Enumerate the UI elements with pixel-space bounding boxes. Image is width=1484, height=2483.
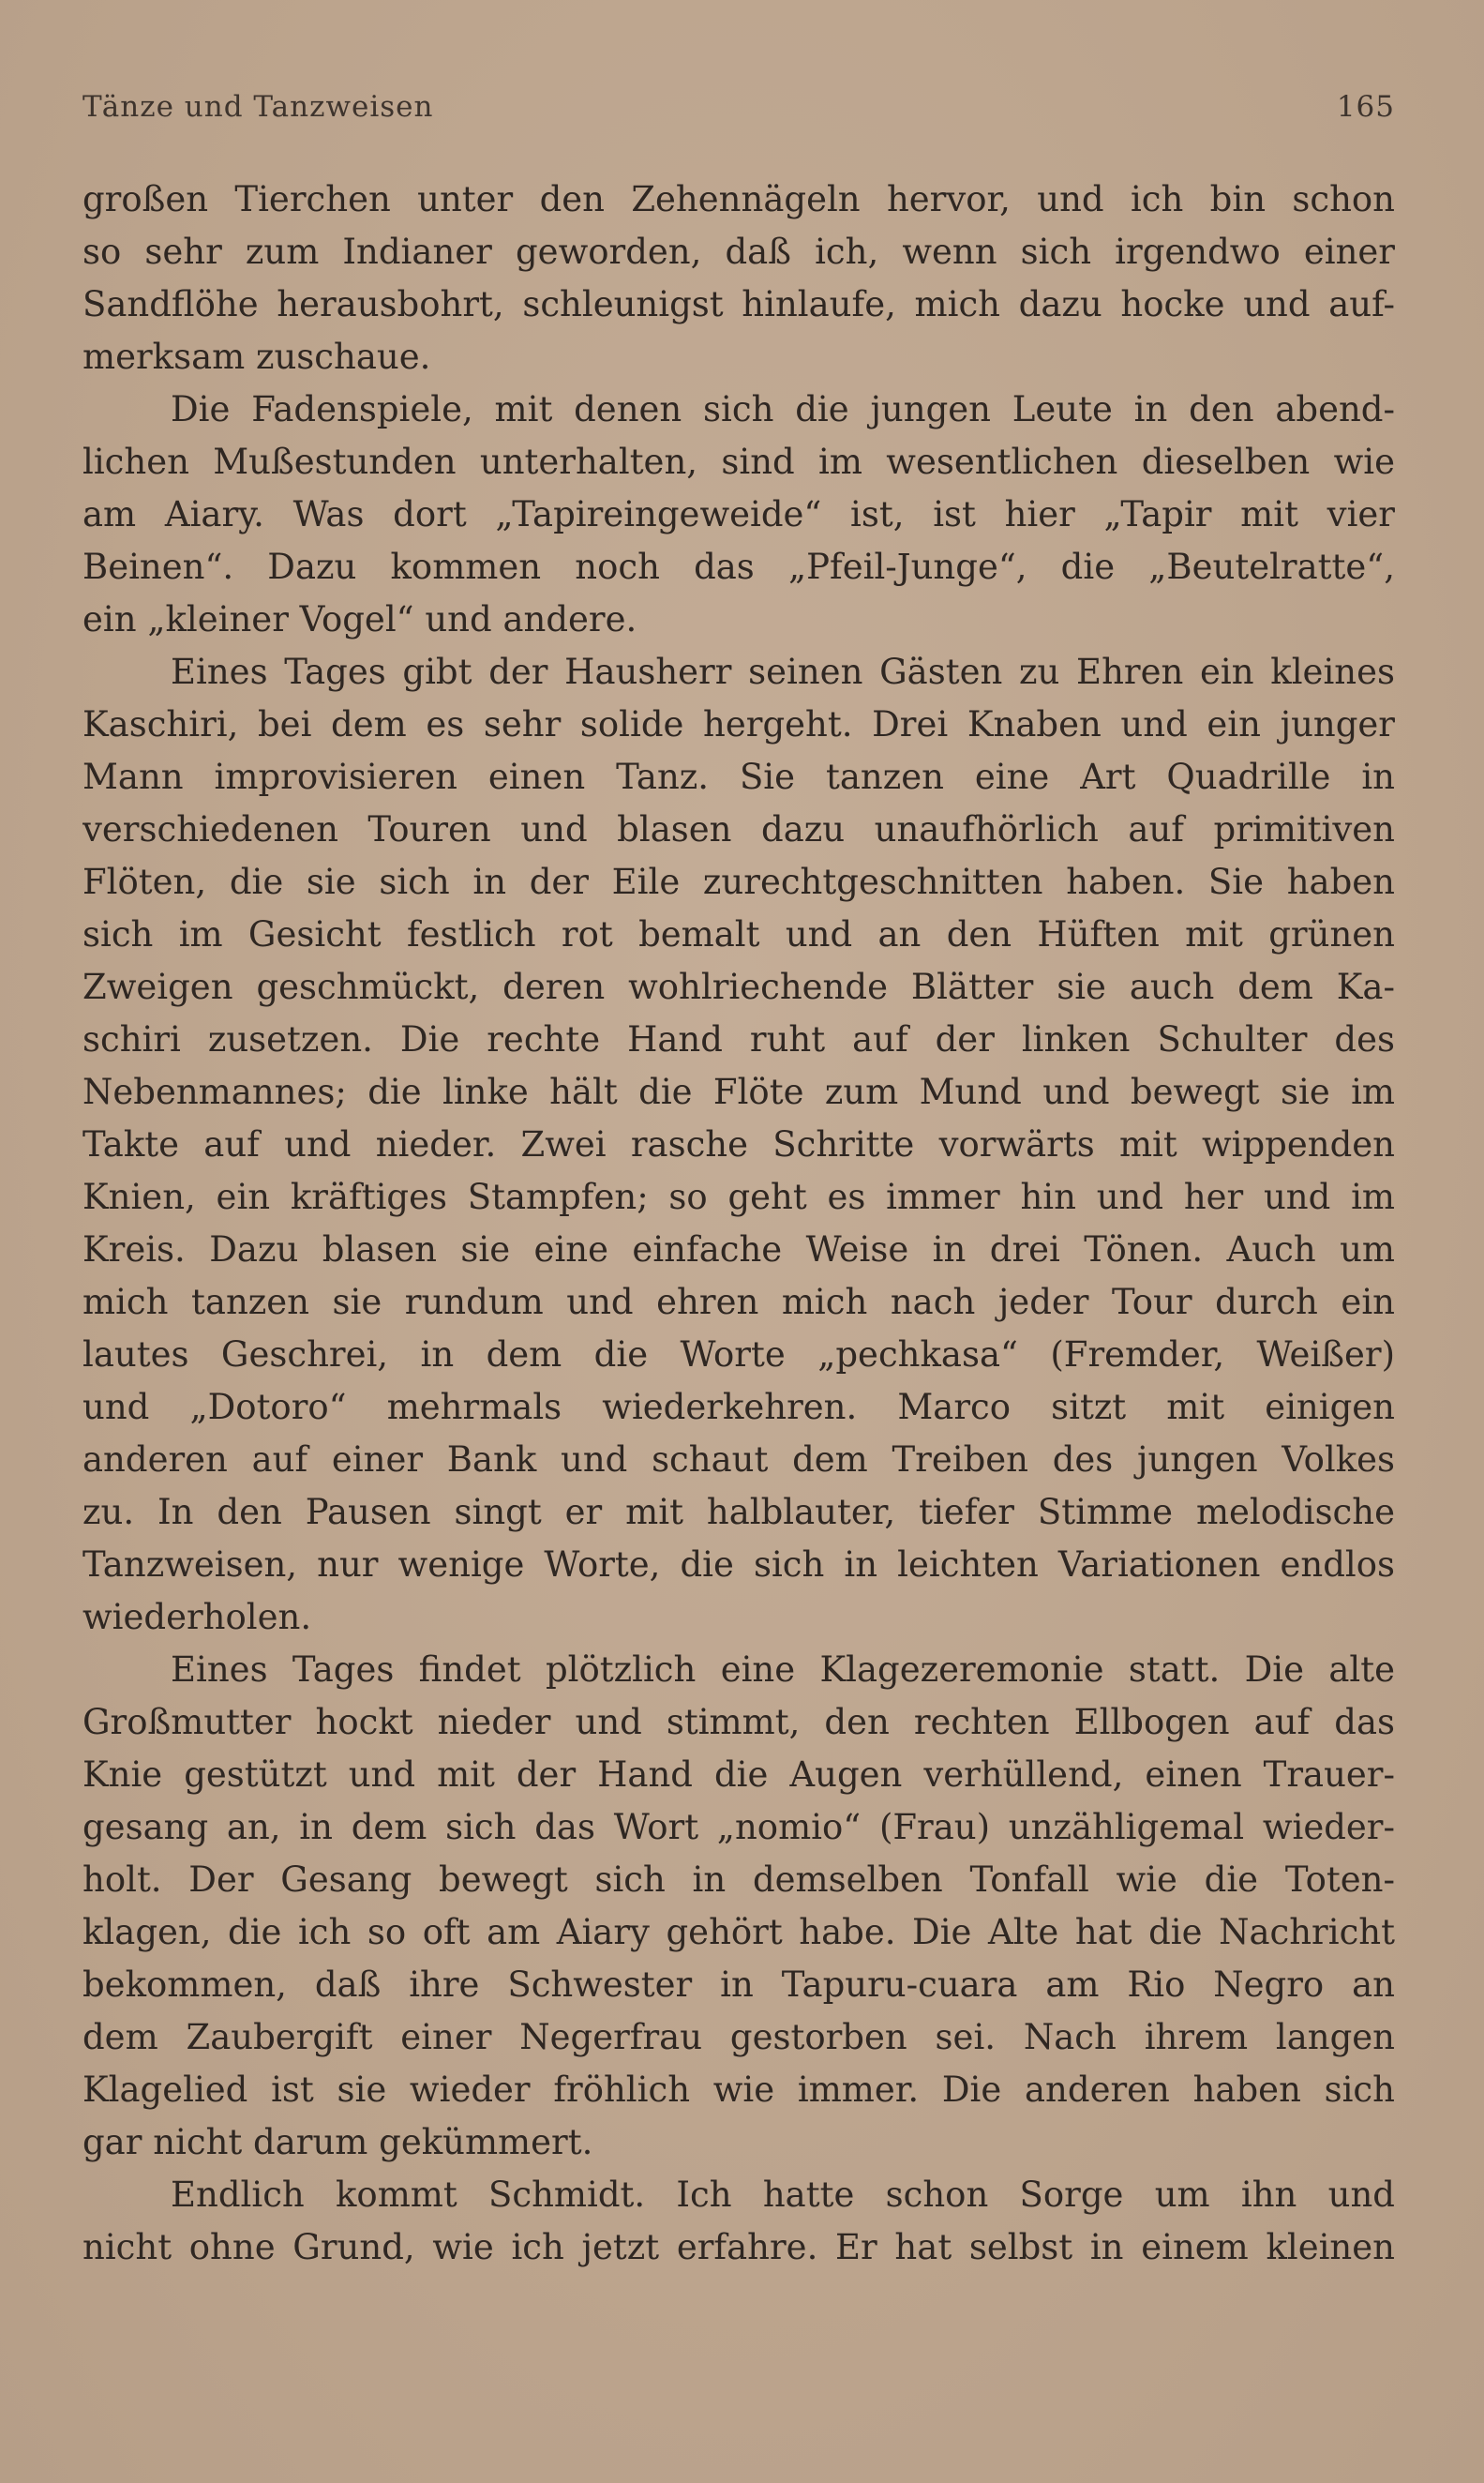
text-line: Eines Tages gibt der Hausherr seinen Gästen zu Ehren ein kleines xyxy=(171,652,1395,692)
body-text xyxy=(82,173,1395,2274)
text-line: schiri zusetzen. Die rechte Hand ruht auf der linken Schulter des xyxy=(82,1019,1395,1060)
text-line: lichen Mußestunden unterhalten, sind im wesentlichen dieselben wie xyxy=(82,442,1395,482)
text-line: Nebenmannes; die linke hält die Flöte zum Mund und bewegt sie im xyxy=(82,1072,1395,1112)
text-line: sich im Gesicht festlich rot bemalt und an den Hüften mit grünen xyxy=(82,914,1395,955)
text-line: Die Fadenspiele, mit denen sich die jungen Leute in den abend- xyxy=(171,389,1395,429)
text-line: wiederholen. xyxy=(82,1597,312,1637)
text-line: Sandflöhe herausbohrt, schleunigst hinlaufe, mich dazu hocke und auf- xyxy=(82,284,1395,324)
text-line: dem Zaubergift einer Negerfrau gestorben sei. Nach ihrem langen xyxy=(82,2017,1395,2057)
text-line: Takte auf und nieder. Zwei rasche Schritte vorwärts mit wippenden xyxy=(82,1124,1395,1165)
text-line: anderen auf einer Bank und schaut dem Treiben des jungen Volkes xyxy=(82,1439,1395,1480)
text-line: am Aiary. Was dort „Tapireingeweide“ ist, ist hier „Tapir mit vier xyxy=(82,494,1395,534)
running-title: Tänze und Tanzweisen xyxy=(82,90,434,124)
text-line: Tanzweisen, nur wenige Worte, die sich in leichten Variationen endlos xyxy=(82,1544,1395,1585)
text-line: Knie gestützt und mit der Hand die Augen verhüllend, einen Trauer- xyxy=(82,1754,1395,1795)
text-line: merksam zuschaue. xyxy=(82,337,431,377)
text-line: verschiedenen Touren und blasen dazu unaufhörlich auf primitiven xyxy=(82,809,1395,850)
text-line: Flöten, die sie sich in der Eile zurechtgeschnitten haben. Sie haben xyxy=(82,862,1395,902)
text-line: Zweigen geschmückt, deren wohlriechende Blätter sie auch dem Ka- xyxy=(82,967,1395,1007)
text-line: und „Dotoro“ mehrmals wiederkehren. Marco sitzt mit einigen xyxy=(82,1387,1395,1427)
text-line: klagen, die ich so oft am Aiary gehört habe. Die Alte hat die Nachricht xyxy=(82,1912,1395,1952)
text-line: Kaschiri, bei dem es sehr solide hergeht. Drei Knaben und ein junger xyxy=(82,704,1395,745)
text-line: Mann improvisieren einen Tanz. Sie tanzen eine Art Quadrille in xyxy=(82,757,1395,797)
text-line: Großmutter hockt nieder und stimmt, den rechten Ellbogen auf das xyxy=(82,1702,1395,1742)
text-line: Kreis. Dazu blasen sie eine einfache Weise in drei Tönen. Auch um xyxy=(82,1229,1395,1270)
text-line: nicht ohne Grund, wie ich jetzt erfahre. Er hat selbst in einem kleinen xyxy=(82,2227,1395,2267)
text-line: mich tanzen sie rundum und ehren mich nach jeder Tour durch ein xyxy=(82,1282,1395,1322)
text-line: gesang an, in dem sich das Wort „nomio“ (Frau) unzähligemal wieder- xyxy=(82,1807,1395,1847)
text-line: holt. Der Gesang bewegt sich in demselben Tonfall wie die Toten- xyxy=(82,1859,1395,1900)
text-line: Endlich kommt Schmidt. Ich hatte schon Sorge um ihn und xyxy=(171,2175,1395,2215)
text-line: lautes Geschrei, in dem die Worte „pechkasa“ (Fremder, Weißer) xyxy=(82,1334,1395,1375)
running-header xyxy=(82,90,1395,131)
text-line: Knien, ein kräftiges Stampfen; so geht es immer hin und her und im xyxy=(82,1177,1395,1217)
text-line: Klagelied ist sie wieder fröhlich wie immer. Die anderen haben sich xyxy=(82,2069,1395,2110)
text-line: Beinen“. Dazu kommen noch das „Pfeil-Junge“, die „Beutelratte“, xyxy=(82,547,1395,587)
text-line: Eines Tages findet plötzlich eine Klagezeremonie statt. Die alte xyxy=(171,1649,1395,1690)
text-line: ein „kleiner Vogel“ und andere. xyxy=(82,599,637,640)
text-line: großen Tierchen unter den Zehennägeln hervor, und ich bin schon xyxy=(82,179,1395,219)
page-number: 165 xyxy=(1336,90,1395,124)
text-line: so sehr zum Indianer geworden, daß ich, wenn sich irgendwo einer xyxy=(82,232,1395,272)
text-line: zu. In den Pausen singt er mit halblauter, tiefer Stimme melodische xyxy=(82,1492,1395,1532)
text-line: bekommen, daß ihre Schwester in Tapuru-cuara am Rio Negro an xyxy=(82,1964,1395,2005)
text-line: gar nicht darum gekümmert. xyxy=(82,2122,593,2162)
